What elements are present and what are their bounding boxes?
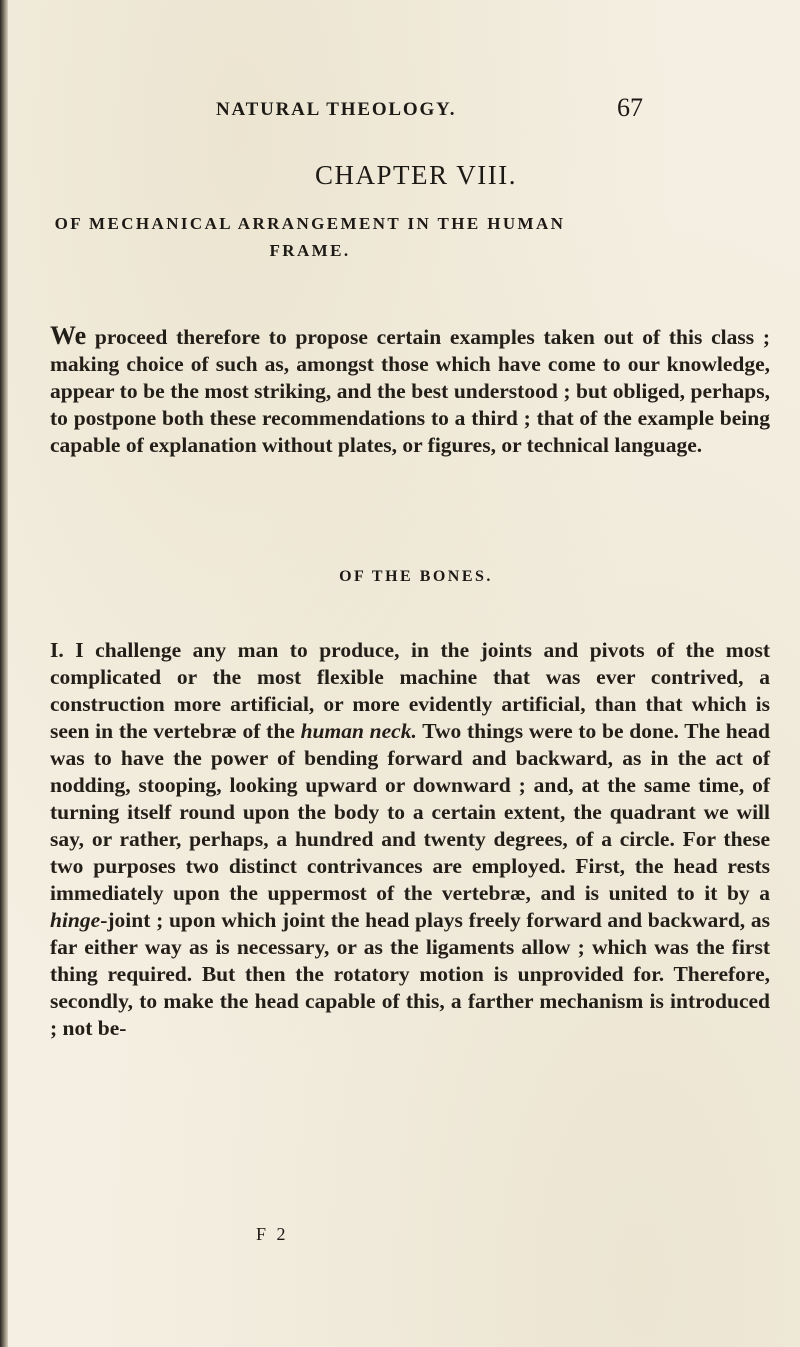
running-head: NATURAL THEOLOGY.	[216, 99, 457, 120]
paragraph-bones-italic-hinge: hinge	[50, 907, 101, 932]
paragraph-bones-part3: -joint ; upon which joint the head plays freely forward and backward, as far either way as is necessary, or as the ligaments allow ; which was the first thing required. But then the rotatory motion is unprovided for. Therefore, secondly, to make the head capable of this, a farther mechanism is introduced ; not be-	[50, 907, 770, 1040]
paragraph-intro-lead: We	[50, 320, 87, 350]
page-number: 67	[617, 93, 643, 122]
paragraph-bones	[50, 637, 770, 1042]
signature-mark: F 2	[256, 1224, 289, 1244]
paragraph-intro	[50, 322, 770, 459]
chapter-subtitle-line1: OF MECHANICAL ARRANGEMENT IN THE HUMAN	[54, 214, 566, 233]
paragraph-intro-text: proceed therefore to propose certain examples taken out of this class ; making choice of such as, amongst those which have come to our knowledge, appear to be the most striking, and the best understood ; but obliged, perhaps, to postpone both these recommendations to a third ; that of the example being capable of explanation without plates, or figures, or technical language.	[50, 324, 770, 457]
paragraph-bones-italic-human-neck: human neck.	[300, 718, 417, 743]
chapter-title: CHAPTER VIII.	[314, 160, 517, 190]
chapter-subtitle	[40, 210, 580, 264]
page-header	[0, 93, 800, 123]
section-heading: OF THE BONES.	[339, 568, 493, 585]
chapter-subtitle-line2: FRAME.	[269, 241, 351, 260]
paragraph-bones-part1: I. I challenge any man to produce, in the joints and pivots of the most complicated or the most flexible machine that was ever contrived, a construction more artificial, or more evidently artificial, than that which is seen in the vertebræ of the	[50, 637, 770, 743]
paragraph-bones-part2: Two things were to be done. The head was to have the power of bending forward and backward, as in the act of nodding, stooping, looking upward or downward ; and, at the same time, of turning itself round upon the body to a certain extent, the quadrant we will say, or rather, perhaps, a hundred and twenty degrees, of a circle. For these two purposes two distinct contrivances are employed. First, the head rests immediately upon the uppermost of the vertebræ, and is united to it by a	[50, 718, 771, 905]
page-binding-edge	[0, 0, 8, 1347]
